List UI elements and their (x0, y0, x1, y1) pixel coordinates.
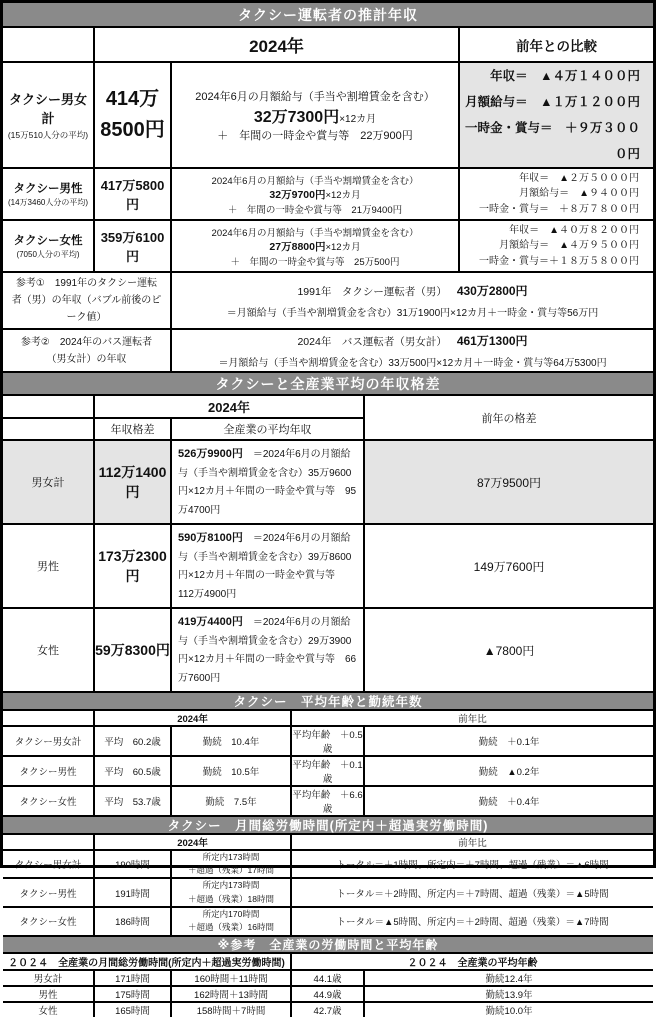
breakdown-line3: ＋ 年間の一時金や賞与等 22万900円 (217, 129, 413, 142)
tenure: 勤続10.0年 (364, 1002, 653, 1017)
avg-formula: ＝2024年6月の月額給与（手当や割増賃金を含む）39万8600円×12カ月＋年間の一時金や賞与等 112万4900円 (178, 533, 352, 600)
tenure: 勤続 10.5年 (171, 756, 291, 786)
ref-value: 461万1300円 (456, 334, 528, 348)
s1-row-male-breakdown-cell (171, 168, 459, 220)
avg-formula: ＝2024年6月の月額給与（手当や割増賃金を含む）35万9600円×12カ月＋年間の一時金や賞与等 95万4700円 (178, 449, 357, 516)
s3-header-prev: 前年比 (291, 711, 653, 726)
breakdown-line2 (174, 239, 456, 254)
overtime-hours: ＋超過（残業）16時間 (188, 922, 274, 933)
ref-headline (176, 282, 649, 299)
s5-header-hours: ２０２４ 全産業の月間総労働時間(所定内＋超過実労働時間) (3, 954, 291, 970)
s1-header-prev-comparison: 前年との比較 (459, 28, 653, 62)
ref-formula: ＝月額給与（手当や割増賃金を含む）33万500円×12カ月＋一時金・賞与等64万5300円 (218, 358, 607, 369)
tenure-prev: 勤続 ＋0.1年 (364, 726, 653, 756)
section5-table (3, 954, 653, 1017)
cmp-bonus: 一時金・賞与＝ ＋９万３０００円 (465, 121, 641, 161)
row-label: タクシー男女計 (3, 850, 94, 878)
total-hours: 191時間 (94, 878, 171, 906)
s1-header-row (3, 28, 653, 62)
cmp-monthly: 月額給与＝ ▲９４００円 (519, 188, 640, 200)
avg-annual-income: 526万9900円 (178, 448, 243, 460)
s1-row-all-comparison-cell (459, 62, 653, 168)
s5-header-age: ２０２４ 全産業の平均年齢 (291, 954, 653, 970)
s3-row-male (3, 756, 653, 786)
s2-header-row1 (3, 396, 653, 418)
breakdown-line1: 2024年6月の月額給与（手当や割増賃金を含む） (211, 227, 419, 239)
row-sublabel: (7050人分の平均) (16, 250, 80, 259)
s1-row-female-label-cell (3, 220, 94, 272)
annual-income-line2: 8500円 (100, 119, 165, 141)
s4-row-female (3, 907, 653, 935)
avg-age: 平均 60.2歳 (94, 726, 171, 756)
ref1-label-cell: 参考① 1991年のタクシー運転者（男）の年収（バブル前後のピーク値） (3, 272, 171, 329)
row-label: タクシー女性 (13, 235, 83, 247)
ref-headline (176, 332, 649, 349)
avg-annual-income: 419万4400円 (178, 616, 243, 628)
s4-row-male (3, 878, 653, 906)
breakdown-line3: ＋ 年間の一時金や賞与等 25万500円 (230, 256, 400, 268)
row-label: タクシー男性 (13, 183, 83, 195)
row-label: タクシー女性 (3, 907, 94, 935)
s3-row-all (3, 726, 653, 756)
total-hours: 190時間 (94, 850, 171, 878)
hours-detail: 162時間＋13時間 (171, 986, 291, 1002)
s5-header-row (3, 954, 653, 970)
scheduled-hours: 所定内173時間 (202, 880, 260, 891)
breakdown-line2 (174, 187, 456, 202)
s3-row-female (3, 786, 653, 815)
s2-header-income-gap: 年収格差 (94, 418, 171, 440)
row-label: タクシー男女計 (8, 92, 87, 126)
avg-age: 平均 53.7歳 (94, 786, 171, 815)
s1-row-all-breakdown-cell (171, 62, 459, 168)
section1-title: タクシー運転者の推計年収 (3, 3, 653, 28)
all-industry-avg-cell (171, 440, 364, 524)
monthly-wage: 27万8800円 (269, 240, 326, 253)
breakdown-line2 (174, 104, 456, 127)
avg-formula: ＝2024年6月の月額給与（手当や割増賃金を含む）29万3900円×12カ月＋年間の一時金や賞与等 66万7600円 (178, 617, 357, 684)
cmp-annual: 年収＝ ▲４０万８２００円 (509, 224, 640, 236)
cmp-bonus: 一時金・賞与＝＋１８万５８００円 (479, 255, 640, 267)
section4-table (3, 835, 653, 935)
section5-title: ※参考 全産業の労働時間と平均年齢 (3, 935, 653, 954)
row-sublabel: (15万510人分の平均) (7, 130, 89, 140)
row-label: タクシー男性 (3, 756, 94, 786)
row-label: 女性 (3, 1002, 94, 1017)
prev-year-gap: ▲7800円 (364, 608, 653, 691)
total-hours: 175時間 (94, 986, 171, 1002)
s5-row-female (3, 1002, 653, 1017)
avg-age: 平均 60.5歳 (94, 756, 171, 786)
s4-header-2024: 2024年 (94, 835, 291, 850)
hours-detail-cell (171, 878, 291, 906)
row-label: タクシー男性 (3, 878, 94, 906)
section2-table (3, 396, 653, 691)
hours-prev-comparison: トータル＝＋1時間、所定内＝＋7時間、超過（残業）＝▲6時間 (291, 850, 653, 878)
tenure: 勤続 10.4年 (171, 726, 291, 756)
s2-empty-header-cell2 (3, 418, 94, 440)
hours-detail-cell (171, 907, 291, 935)
s1-row-all (3, 62, 653, 168)
row-sublabel: (14万3460人分の平均) (7, 198, 89, 207)
avg-age-prev: 平均年齢 ＋6.6歳 (291, 786, 364, 815)
ref-formula: ＝月額給与（手当や割増賃金を含む）31万1900円×12カ月＋一時金・賞与等56万円 (226, 308, 599, 319)
cmp-monthly: 月額給与＝ ▲４万９５００円 (499, 240, 640, 252)
row-label: 男女計 (3, 970, 94, 986)
total-hours: 171時間 (94, 970, 171, 986)
ref2-label-cell: 参考② 2024年のバス運転者（男女計）の年収 (3, 329, 171, 371)
row-label: 男女計 (3, 440, 94, 524)
row-label: 男性 (3, 524, 94, 608)
ref-value: 430万2800円 (456, 284, 528, 298)
section3-table (3, 711, 653, 815)
overtime-hours: ＋超過（残業）18時間 (188, 893, 274, 904)
monthly-suffix: ×12カ月 (339, 113, 377, 125)
s1-row-female-annual-cell: 359万6100円 (94, 220, 171, 272)
avg-annual-income: 590万8100円 (178, 532, 243, 544)
s4-header-prev: 前年比 (291, 835, 653, 850)
all-industry-avg-cell (171, 524, 364, 608)
s2-row-female (3, 608, 653, 691)
tenure: 勤続 7.5年 (171, 786, 291, 815)
s2-row-all (3, 440, 653, 524)
avg-age: 44.9歳 (291, 986, 364, 1002)
ref2-value-cell (171, 329, 653, 371)
s1-row-female (3, 220, 653, 272)
income-gap-value: 173万2300円 (94, 524, 171, 608)
s1-ref1-row (3, 272, 653, 329)
row-label: タクシー男女計 (3, 726, 94, 756)
prev-year-gap: 87万9500円 (364, 440, 653, 524)
s1-row-male (3, 168, 653, 220)
section4-title: タクシー 月間総労働時間(所定内＋超過実労働時間) (3, 815, 653, 835)
s1-header-2024: 2024年 (94, 28, 459, 62)
monthly-wage: 32万7300円 (253, 108, 340, 126)
row-label: タクシー女性 (3, 786, 94, 815)
avg-age: 44.1歳 (291, 970, 364, 986)
s3-header-2024: 2024年 (94, 711, 291, 726)
s1-ref2-row (3, 329, 653, 371)
cmp-monthly: 月額給与＝ ▲１万１２００円 (465, 95, 641, 109)
section3-title: タクシー 平均年齢と勤続年数 (3, 691, 653, 711)
hours-detail: 158時間＋7時間 (171, 1002, 291, 1017)
prev-year-gap: 149万7600円 (364, 524, 653, 608)
s1-row-male-annual-cell: 417万5800円 (94, 168, 171, 220)
s1-row-all-annual-cell (94, 62, 171, 168)
s1-row-female-breakdown-cell (171, 220, 459, 272)
ref-head: 2024年 バス運転者（男女計） (297, 336, 447, 348)
s1-row-all-label-cell (3, 62, 94, 168)
s3-header-row (3, 711, 653, 726)
annual-income-line1: 414万 (105, 88, 160, 110)
cmp-bonus: 一時金・賞与＝ ＋８万７８００円 (479, 203, 640, 215)
s1-row-male-comparison-cell (459, 168, 653, 220)
s5-row-male (3, 986, 653, 1002)
s2-empty-header-cell (3, 396, 94, 418)
avg-age-prev: 平均年齢 ＋0.5歳 (291, 726, 364, 756)
section1-table (3, 28, 653, 371)
hours-prev-comparison: トータル＝▲5時間、所定内＝＋2時間、超過（残業）＝▲7時間 (291, 907, 653, 935)
section2-title: タクシーと全産業平均の年収格差 (3, 371, 653, 396)
breakdown-line1: 2024年6月の月額給与（手当や割増賃金を含む） (211, 175, 419, 187)
s3-empty-header-cell (3, 711, 94, 726)
row-label: 男性 (3, 986, 94, 1002)
s4-header-row (3, 835, 653, 850)
income-gap-value: 112万1400円 (94, 440, 171, 524)
avg-age-prev: 平均年齢 ＋0.1歳 (291, 756, 364, 786)
ref-head: 1991年 タクシー運転者（男） (297, 286, 447, 298)
breakdown-line3: ＋ 年間の一時金や賞与等 21万9400円 (227, 204, 403, 216)
overtime-hours: ＋超過（残業）17時間 (188, 865, 274, 876)
cmp-annual: 年収＝ ▲４万１４００円 (490, 69, 641, 83)
total-hours: 186時間 (94, 907, 171, 935)
hours-prev-comparison: トータル＝＋2時間、所定内＝＋7時間、超過（残業）＝▲5時間 (291, 878, 653, 906)
s1-row-female-comparison-cell (459, 220, 653, 272)
cmp-annual: 年収＝ ▲２万５０００円 (519, 172, 640, 184)
s2-header-all-industry-avg: 全産業の平均年収 (171, 418, 364, 440)
hours-detail: 160時間＋11時間 (171, 970, 291, 986)
s2-header-prev-gap: 前年の格差 (364, 396, 653, 440)
s5-row-all (3, 970, 653, 986)
scheduled-hours: 所定内173時間 (202, 852, 260, 862)
monthly-wage: 32万9700円 (269, 188, 326, 201)
s2-header-2024: 2024年 (94, 396, 364, 418)
s2-row-male (3, 524, 653, 608)
ref1-value-cell (171, 272, 653, 329)
tenure: 勤続13.9年 (364, 986, 653, 1002)
total-hours: 165時間 (94, 1002, 171, 1017)
s4-row-all (3, 850, 653, 878)
tenure-prev: 勤続 ▲0.2年 (364, 756, 653, 786)
s1-row-male-label-cell (3, 168, 94, 220)
tenure: 勤続12.4年 (364, 970, 653, 986)
s1-empty-header-cell (3, 28, 94, 62)
breakdown-line1: 2024年6月の月額給与（手当や割増賃金を含む） (195, 90, 435, 103)
hours-detail-cell (171, 850, 291, 878)
row-label: 女性 (3, 608, 94, 691)
s4-empty-header-cell (3, 835, 94, 850)
all-industry-avg-cell (171, 608, 364, 691)
avg-age: 42.7歳 (291, 1002, 364, 1017)
income-gap-value: 59万8300円 (94, 608, 171, 691)
monthly-suffix: ×12カ月 (325, 241, 361, 253)
monthly-suffix: ×12カ月 (325, 189, 361, 201)
scheduled-hours: 所定内170時間 (202, 909, 260, 920)
tenure-prev: 勤続 ＋0.4年 (364, 786, 653, 815)
